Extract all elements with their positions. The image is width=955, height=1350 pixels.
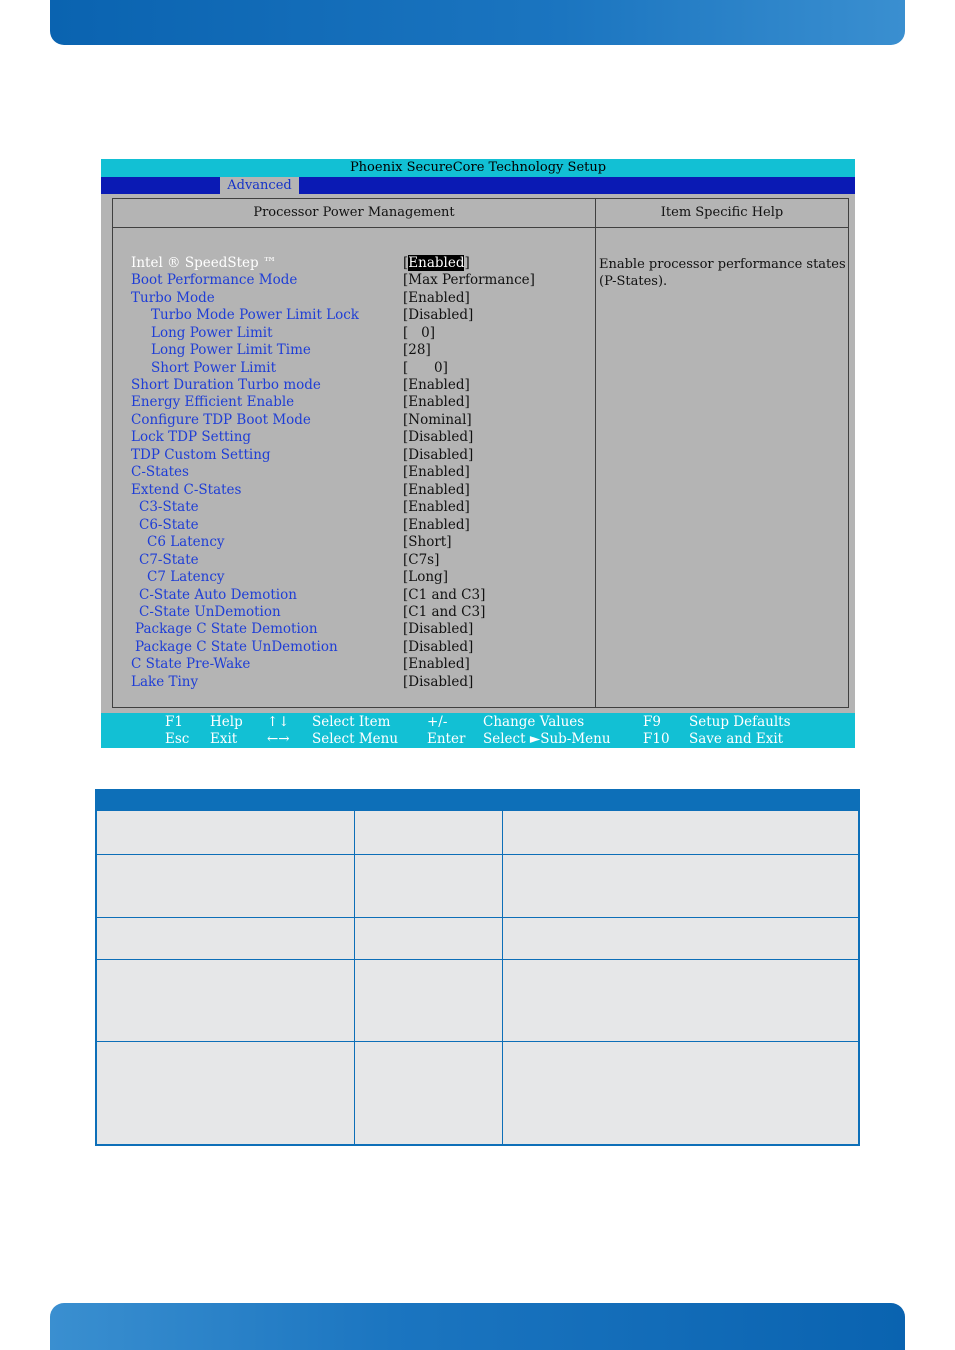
setting-label: C6 Latency bbox=[147, 534, 225, 550]
f9-key[interactable]: F9 bbox=[643, 714, 661, 730]
setting-label: C-States bbox=[131, 464, 189, 480]
setting-value[interactable]: [Enabled] bbox=[403, 656, 470, 672]
row-divider bbox=[97, 959, 858, 960]
setting-value[interactable]: [C7s] bbox=[403, 552, 440, 568]
selected-value[interactable]: Enabled bbox=[408, 255, 465, 271]
column-divider bbox=[354, 791, 355, 1144]
setting-value[interactable]: [ 0] bbox=[403, 360, 448, 376]
f10-key[interactable]: F10 bbox=[643, 731, 670, 747]
select-item-label: Select Item bbox=[312, 714, 391, 730]
setting-label: TDP Custom Setting bbox=[131, 447, 271, 463]
setting-label: C State Pre-Wake bbox=[131, 656, 251, 672]
settings-description-table bbox=[95, 789, 860, 1146]
bios-title: Phoenix SecureCore Technology Setup bbox=[101, 159, 855, 177]
plus-minus-key[interactable]: +/- bbox=[427, 714, 448, 730]
setting-value[interactable]: [Short] bbox=[403, 534, 452, 550]
top-header-band bbox=[50, 0, 905, 45]
column-divider bbox=[595, 199, 596, 707]
setting-value[interactable]: [Enabled] bbox=[403, 517, 470, 533]
setting-label: C6-State bbox=[139, 517, 199, 533]
row-divider bbox=[97, 854, 858, 855]
table-header-row bbox=[97, 791, 858, 811]
setting-value[interactable]: [C1 and C3] bbox=[403, 587, 486, 603]
setting-label: Energy Efficient Enable bbox=[131, 394, 295, 410]
setting-value[interactable]: [Disabled] bbox=[403, 621, 474, 637]
setting-label: C-State Auto Demotion bbox=[139, 587, 297, 603]
setting-value[interactable]: [Disabled] bbox=[403, 429, 474, 445]
setting-value[interactable]: [Enabled] bbox=[403, 290, 470, 306]
setting-label: Short Duration Turbo mode bbox=[131, 377, 321, 393]
setting-label: C-State UnDemotion bbox=[139, 604, 281, 620]
setting-value[interactable]: [Enabled] bbox=[403, 377, 470, 393]
select-menu-label: Select Menu bbox=[312, 731, 399, 747]
setting-label: C7-State bbox=[139, 552, 199, 568]
row-divider bbox=[97, 917, 858, 918]
f1-key[interactable]: F1 bbox=[165, 714, 183, 730]
exit-label: Exit bbox=[210, 731, 238, 747]
help-title: Item Specific Help bbox=[660, 205, 784, 220]
help-label: Help bbox=[210, 714, 243, 730]
setting-label: Long Power Limit bbox=[151, 325, 273, 341]
setting-value[interactable]: [Enabled] bbox=[403, 394, 470, 410]
select-submenu-label: Select ►Sub-Menu bbox=[483, 731, 611, 747]
setting-label: Extend C-States bbox=[131, 482, 242, 498]
setting-value[interactable]: [Enabled] bbox=[403, 255, 470, 271]
setting-value[interactable]: [Enabled] bbox=[403, 482, 470, 498]
change-values-label: Change Values bbox=[483, 714, 585, 730]
setting-value[interactable]: [C1 and C3] bbox=[403, 604, 486, 620]
setting-value[interactable]: [Disabled] bbox=[403, 639, 474, 655]
setting-label: Package C State Demotion bbox=[135, 621, 318, 637]
setting-value[interactable]: [Long] bbox=[403, 569, 448, 585]
setting-label: C3-State bbox=[139, 499, 199, 515]
setting-label: Boot Performance Mode bbox=[131, 272, 298, 288]
bottom-footer-band bbox=[50, 1303, 905, 1350]
setting-label: Lake Tiny bbox=[131, 674, 199, 690]
setting-label: C7 Latency bbox=[147, 569, 225, 585]
up-down-arrows-icon: ↑↓ bbox=[267, 714, 290, 730]
save-and-exit-label: Save and Exit bbox=[689, 731, 784, 747]
setting-value[interactable]: [Enabled] bbox=[403, 499, 470, 515]
setting-value[interactable]: [Disabled] bbox=[403, 674, 474, 690]
setting-value[interactable]: [Max Performance] bbox=[403, 272, 535, 288]
setting-value[interactable]: [Enabled] bbox=[403, 464, 470, 480]
setting-value[interactable]: [Disabled] bbox=[403, 307, 474, 323]
setting-value[interactable]: [Disabled] bbox=[403, 447, 474, 463]
tab-advanced[interactable]: Advanced bbox=[220, 177, 299, 194]
setting-label: Turbo Mode bbox=[131, 290, 215, 306]
header-divider bbox=[113, 227, 848, 228]
bios-menu-bar bbox=[101, 177, 855, 194]
setup-defaults-label: Setup Defaults bbox=[689, 714, 791, 730]
setting-label: Long Power Limit Time bbox=[151, 342, 311, 358]
setting-label: Intel ® SpeedStep ™ bbox=[131, 255, 277, 271]
bios-setup-screen bbox=[101, 159, 855, 748]
setting-label: Package C State UnDemotion bbox=[135, 639, 338, 655]
bios-main-frame bbox=[112, 198, 849, 708]
setting-label: Configure TDP Boot Mode bbox=[131, 412, 311, 428]
setting-value[interactable]: [ 0] bbox=[403, 325, 435, 341]
panel-title: Processor Power Management bbox=[253, 205, 455, 220]
help-text: Enable processor performance states (P-States). bbox=[599, 257, 846, 289]
left-right-arrows-icon: ←→ bbox=[267, 731, 290, 747]
setting-value[interactable]: [28] bbox=[403, 342, 431, 358]
setting-label: Turbo Mode Power Limit Lock bbox=[151, 307, 359, 323]
row-divider bbox=[97, 1041, 858, 1042]
setting-label: Lock TDP Setting bbox=[131, 429, 252, 445]
setting-value[interactable]: [Nominal] bbox=[403, 412, 472, 428]
enter-key[interactable]: Enter bbox=[427, 731, 466, 747]
setting-label: Short Power Limit bbox=[151, 360, 277, 376]
esc-key[interactable]: Esc bbox=[165, 731, 190, 747]
column-divider bbox=[502, 791, 503, 1144]
bios-key-legend bbox=[101, 713, 855, 748]
